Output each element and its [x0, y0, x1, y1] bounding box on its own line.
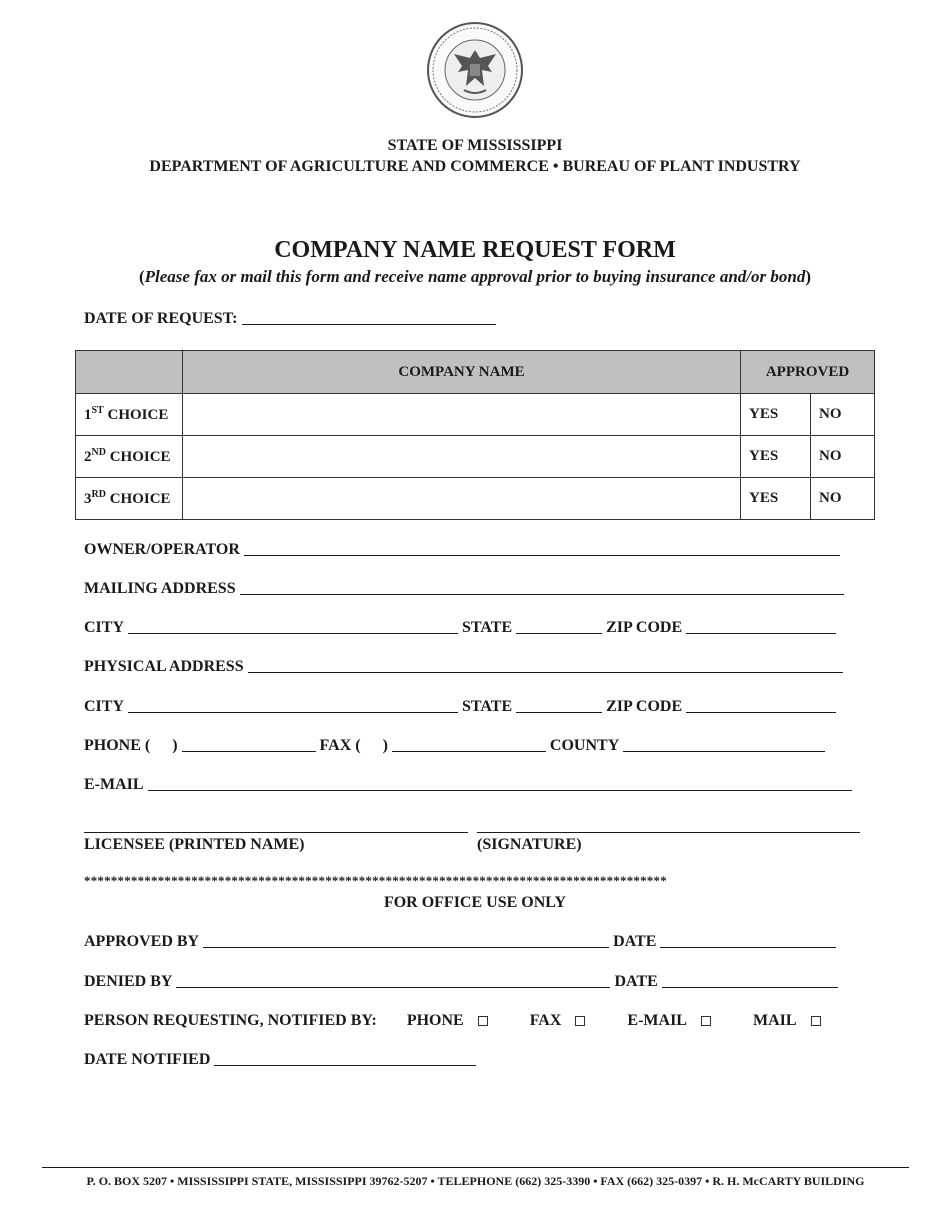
yes-option[interactable]: YES: [741, 478, 811, 520]
mailing-city-row: [84, 619, 840, 637]
mailing-address-row: [84, 580, 848, 598]
physical-address-label: PHYSICAL ADDRESS: [84, 658, 244, 675]
table-row: [76, 436, 875, 478]
notified-by-row: [84, 1012, 821, 1030]
denied-by-label: DENIED BY: [84, 973, 173, 990]
form-title: COMPANY NAME REQUEST FORM: [274, 237, 676, 263]
physical-zip-field[interactable]: [686, 711, 836, 713]
date-of-request-field[interactable]: [242, 323, 496, 325]
phone-label: PHONE (: [84, 737, 151, 754]
seal-icon: [426, 20, 524, 120]
owner-row: [84, 541, 844, 559]
state-label: STATE: [462, 698, 513, 715]
no-option[interactable]: NO: [811, 436, 875, 478]
physical-city-row: [84, 698, 840, 716]
email-row: [84, 776, 856, 794]
choice-label: 1ST CHOICE: [76, 394, 183, 436]
notify-mail-checkbox[interactable]: [811, 1016, 821, 1026]
date-of-request-label: DATE OF REQUEST:: [84, 310, 238, 327]
signature-label: (SIGNATURE): [477, 836, 582, 853]
table-header-company: COMPANY NAME: [183, 351, 741, 394]
licensee-label: LICENSEE (PRINTED NAME): [84, 836, 305, 853]
no-option[interactable]: NO: [811, 394, 875, 436]
table-header-blank: [76, 351, 183, 394]
company-name-field-1[interactable]: [183, 394, 741, 436]
fax-paren-close: ): [382, 737, 388, 754]
table-row: [76, 478, 875, 520]
header-department: DEPARTMENT OF AGRICULTURE AND COMMERCE • BUREAU OF PLANT INDUSTRY: [149, 158, 801, 175]
date-of-request-row: [84, 310, 500, 328]
physical-address-field[interactable]: [248, 671, 843, 673]
date-notified-label: DATE NOTIFIED: [84, 1051, 211, 1068]
physical-state-field[interactable]: [516, 711, 602, 713]
footer-divider: [42, 1167, 909, 1168]
phone-paren-close: ): [172, 737, 178, 754]
footer-address: P. O. BOX 5207 • MISSISSIPPI STATE, MISSISSIPPI 39762-5207 • TELEPHONE (662) 325-3390 • FAX (662) 325-0397 • R. H. McCARTY BUILDING: [86, 1174, 865, 1188]
denied-by-row: [84, 973, 842, 991]
office-use-heading: FOR OFFICE USE ONLY: [383, 894, 567, 911]
state-seal: [426, 20, 524, 120]
city-label: CITY: [84, 619, 125, 636]
form-subtitle: (Please fax or mail this form and receive name approval prior to buying insurance and/or bond): [138, 267, 811, 286]
date-notified-row: [84, 1051, 480, 1069]
notify-mail-label: MAIL: [752, 1012, 797, 1029]
email-label: E-MAIL: [84, 776, 144, 793]
notify-phone-checkbox[interactable]: [478, 1016, 488, 1026]
table-row: [76, 394, 875, 436]
yes-option[interactable]: YES: [741, 436, 811, 478]
state-label: STATE: [462, 619, 513, 636]
fax-label: FAX (: [319, 737, 361, 754]
mailing-state-field[interactable]: [516, 632, 602, 634]
company-name-field-2[interactable]: [183, 436, 741, 478]
notify-fax-checkbox[interactable]: [575, 1016, 585, 1026]
phone-field[interactable]: [182, 750, 316, 752]
signature-field[interactable]: [477, 832, 860, 833]
denied-date-label: DATE: [614, 973, 658, 990]
approved-by-field[interactable]: [203, 946, 609, 948]
denied-date-field[interactable]: [662, 986, 838, 988]
notify-email-label: E-MAIL: [627, 1012, 687, 1029]
table-header-approved: APPROVED: [741, 351, 875, 394]
email-field[interactable]: [148, 789, 852, 791]
owner-label: OWNER/OPERATOR: [84, 541, 240, 558]
owner-field[interactable]: [244, 554, 840, 556]
zip-label: ZIP CODE: [606, 698, 683, 715]
no-option[interactable]: NO: [811, 478, 875, 520]
choice-label: 2ND CHOICE: [76, 436, 183, 478]
header-state: STATE OF MISSISSIPPI: [387, 137, 563, 154]
approved-date-field[interactable]: [660, 946, 836, 948]
denied-by-field[interactable]: [176, 986, 610, 988]
date-notified-field[interactable]: [214, 1064, 476, 1066]
notified-by-label: PERSON REQUESTING, NOTIFIED BY:: [84, 1012, 377, 1029]
county-label: COUNTY: [549, 737, 620, 754]
phone-fax-county-row: [84, 737, 829, 755]
mailing-city-field[interactable]: [128, 632, 458, 634]
city-label: CITY: [84, 698, 125, 715]
approved-by-row: [84, 933, 840, 951]
physical-address-row: [84, 658, 847, 676]
company-name-field-3[interactable]: [183, 478, 741, 520]
notify-phone-label: PHONE: [406, 1012, 464, 1029]
fax-field[interactable]: [392, 750, 546, 752]
zip-label: ZIP CODE: [606, 619, 683, 636]
approved-by-label: APPROVED BY: [84, 933, 200, 950]
company-name-table: [75, 350, 875, 520]
physical-city-field[interactable]: [128, 711, 458, 713]
notify-fax-label: FAX: [529, 1012, 562, 1029]
mailing-address-field[interactable]: [240, 593, 844, 595]
separator-stars: ***************************************************************************************: [84, 873, 667, 888]
notify-email-checkbox[interactable]: [701, 1016, 711, 1026]
licensee-name-field[interactable]: [84, 832, 468, 833]
mailing-address-label: MAILING ADDRESS: [84, 580, 236, 597]
county-field[interactable]: [623, 750, 825, 752]
yes-option[interactable]: YES: [741, 394, 811, 436]
choice-label: 3RD CHOICE: [76, 478, 183, 520]
table-header-row: [76, 351, 875, 394]
mailing-zip-field[interactable]: [686, 632, 836, 634]
approved-date-label: DATE: [613, 933, 657, 950]
